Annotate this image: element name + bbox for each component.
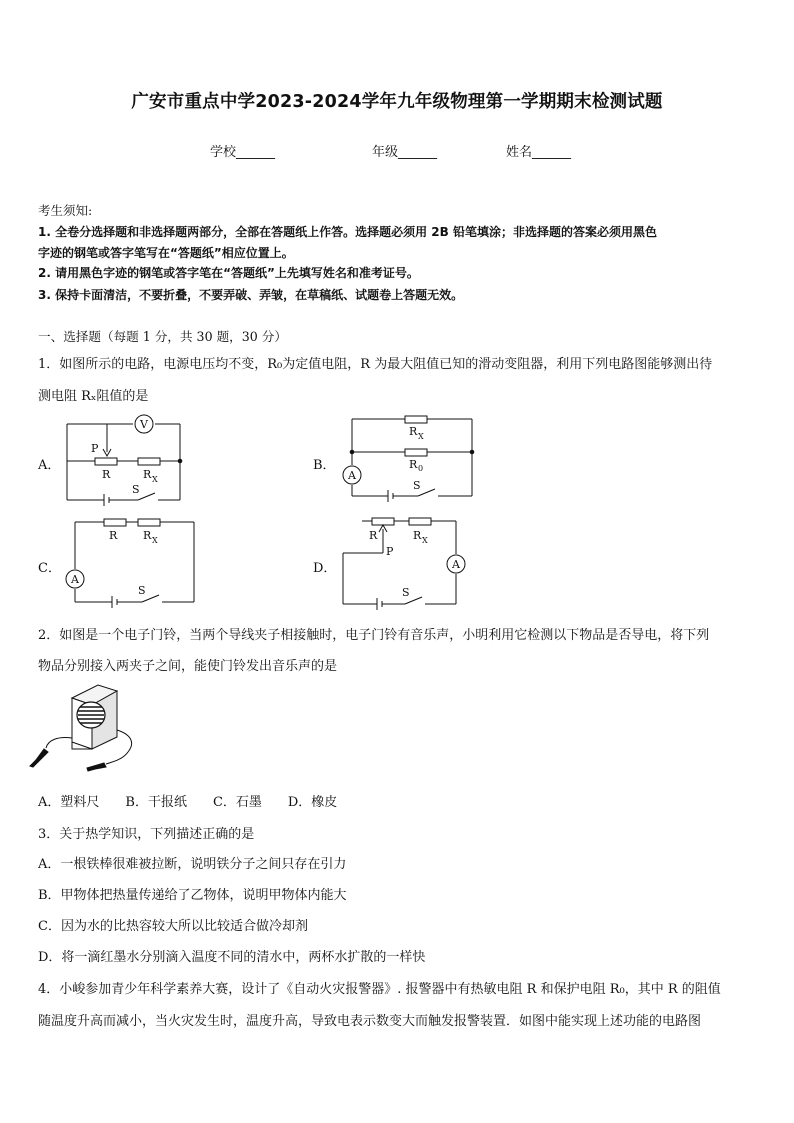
notice-item-1b: 字迹的钢笔或答字笔写在“答题纸”相应位置上。 bbox=[38, 246, 294, 260]
notice-item-3: 3. 保持卡面清洁，不要折叠，不要弄破、弄皱，在草稿纸、试题卷上答题无效。 bbox=[38, 288, 464, 302]
switch-s-label-d: S bbox=[402, 586, 410, 599]
q3-option-a[interactable]: A．一根铁棒很难被拉断，说明铁分子之间只存在引力 bbox=[38, 857, 347, 872]
resistor-r-label-c: R bbox=[109, 529, 118, 542]
resistor-rx-label-b: R bbox=[409, 425, 418, 438]
notice-item-1a: 1. 全卷分选择题和非选择题两部分，全部在答题纸上作答。选择题必须用 2B 铅笔填涂；非选择题的答案必须用黑色 bbox=[38, 225, 657, 239]
rx-subscript-b: X bbox=[418, 432, 424, 441]
notice-heading: 考生须知: bbox=[38, 203, 93, 218]
name-field[interactable]: 姓名______ bbox=[506, 145, 572, 160]
doorbell-illustration bbox=[30, 685, 132, 771]
q1-option-b[interactable]: B． bbox=[313, 458, 336, 473]
section-heading: 一、选择题（每题 1 分，共 30 题，30 分） bbox=[38, 329, 287, 344]
circuit-c bbox=[75, 519, 194, 608]
resistor-rx-label-c: R bbox=[143, 529, 152, 542]
ammeter-label-c: A bbox=[71, 573, 79, 586]
circuit-d bbox=[343, 518, 456, 610]
q3-option-d[interactable]: D．将一滴红墨水分别滴入温度不同的清水中，两杯水扩散的一样快 bbox=[38, 950, 426, 965]
q4-stem-line1: 4．小峻参加青少年科学素养大赛，设计了《自动火灾报警器》. 报警器中有热敏电阻 R 和保护电阻 R₀，其中 R 的阻值 bbox=[38, 982, 721, 997]
q2-stem-line2: 物品分别接入两夹子之间，能使门铃发出音乐声的是 bbox=[38, 659, 338, 674]
q1-stem-line2: 测电阻 Rₓ阻值的是 bbox=[38, 389, 149, 404]
page-title: 广安市重点中学2023-2024学年九年级物理第一学期期末检测试题 bbox=[131, 92, 663, 112]
q1-option-a[interactable]: A． bbox=[38, 458, 61, 473]
grade-field[interactable]: 年级______ bbox=[372, 145, 438, 160]
q3-option-b[interactable]: B．甲物体把热量传递给了乙物体，说明甲物体内能大 bbox=[38, 888, 347, 903]
rx-subscript-c: X bbox=[152, 536, 158, 545]
q3-stem: 3．关于热学知识，下列描述正确的是 bbox=[38, 827, 255, 842]
resistor-r-label-d: R bbox=[369, 529, 378, 542]
switch-s-label-a: S bbox=[132, 483, 140, 496]
resistor-r0-label-b: R bbox=[409, 458, 418, 471]
rx-subscript-d: X bbox=[422, 536, 428, 545]
q1-stem-line1: 1．如图所示的电路，电源电压均不变，R₀为定值电阻，R 为最大阻值已知的滑动变阻器，利用下列电路图能够测出待 bbox=[38, 357, 713, 372]
slider-p-label-d: P bbox=[386, 545, 394, 558]
q1-option-c[interactable]: C． bbox=[38, 561, 61, 576]
q2-options[interactable]: A．塑料尺 B．干报纸 C．石墨 D．橡皮 bbox=[38, 795, 338, 810]
resistor-r-label-a: R bbox=[102, 468, 111, 481]
q1-option-d[interactable]: D． bbox=[313, 561, 337, 576]
switch-s-label-c: S bbox=[138, 584, 146, 597]
rx-subscript-a: X bbox=[152, 475, 158, 484]
resistor-rx-label-a: R bbox=[143, 468, 152, 481]
school-field[interactable]: 学校______ bbox=[210, 145, 276, 160]
ammeter-label-d: A bbox=[452, 558, 460, 571]
slider-p-label-a: P bbox=[91, 442, 99, 455]
circuit-a bbox=[67, 424, 180, 506]
switch-s-label-b: S bbox=[413, 479, 421, 492]
notice-item-2: 2. 请用黑色字迹的钢笔或答字笔在“答题纸”上先填写姓名和准考证号。 bbox=[38, 266, 419, 280]
q3-option-c[interactable]: C．因为水的比热容较大所以比较适合做冷却剂 bbox=[38, 919, 308, 934]
voltmeter-label-a: V bbox=[140, 418, 148, 431]
resistor-rx-label-d: R bbox=[413, 529, 422, 542]
ammeter-label-b: A bbox=[348, 469, 356, 482]
q4-stem-line2: 随温度升高而减小，当火灾发生时，温度升高，导致电表示数变大而触发报警装置．如图中能实现上述功能的电路图 bbox=[38, 1014, 702, 1029]
q2-stem-line1: 2．如图是一个电子门铃，当两个导线夹子相接触时，电子门铃有音乐声，小明利用它检测以下物品是否导电，将下列 bbox=[38, 628, 710, 643]
r0-subscript-b: 0 bbox=[418, 464, 424, 473]
